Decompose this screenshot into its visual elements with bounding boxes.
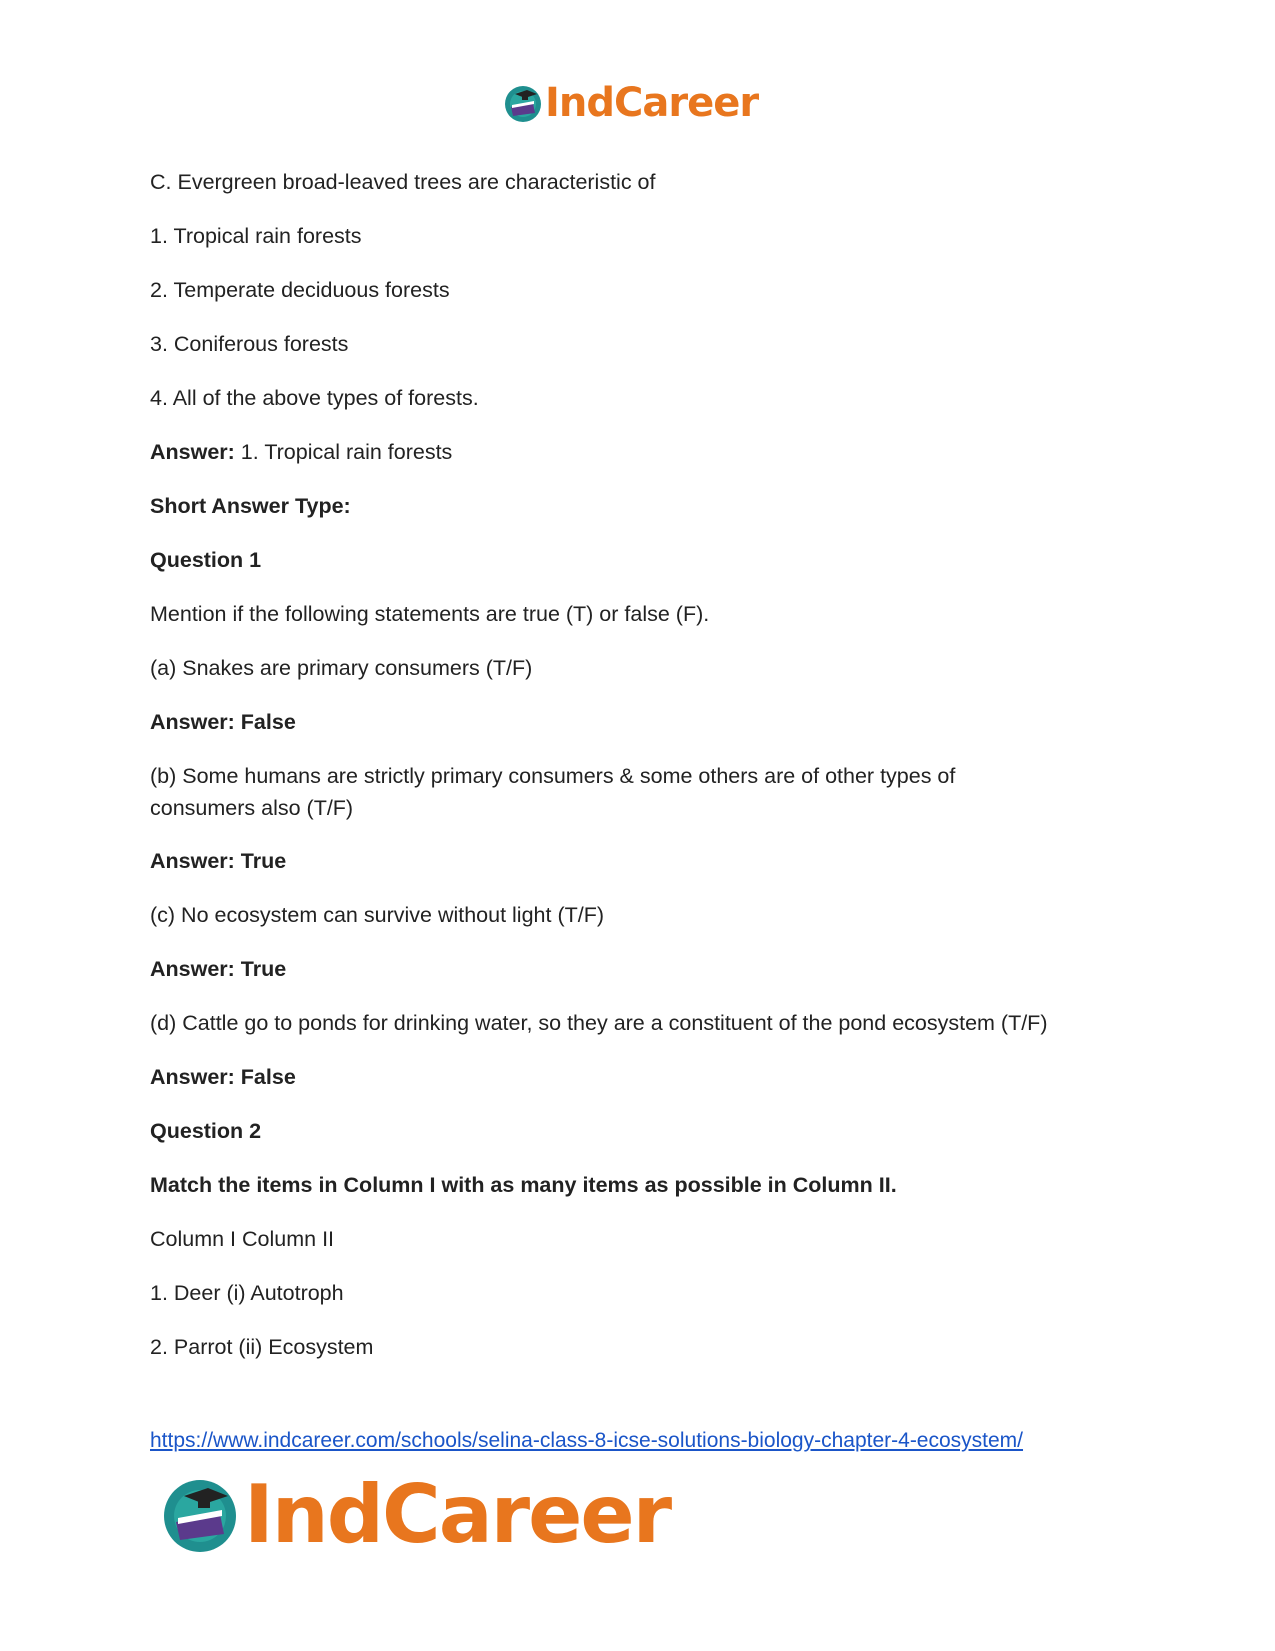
statement-c: (c) No ecosystem can survive without light (T/F) bbox=[150, 903, 605, 927]
question-1-heading: Question 1 bbox=[150, 548, 262, 572]
option-2: 2. Temperate deciduous forests bbox=[150, 278, 450, 302]
answer-b: Answer: True bbox=[150, 849, 287, 873]
answer-c bbox=[150, 436, 452, 468]
globe-book-icon bbox=[160, 1474, 240, 1554]
answer-a: Answer: False bbox=[150, 710, 296, 734]
question-2-instruction: Match the items in Column I with as many items as possible in Column II. bbox=[150, 1173, 897, 1197]
option-4: 4. All of the above types of forests. bbox=[150, 386, 479, 410]
column-headers: Column I Column II bbox=[150, 1227, 335, 1251]
question-c-text: C. Evergreen broad-leaved trees are characteristic of bbox=[150, 170, 656, 194]
footer-logo bbox=[160, 1467, 671, 1561]
source-link[interactable]: https://www.indcareer.com/schools/selina-class-8-icse-solutions-biology-chapter-4-ecosystem/ bbox=[150, 1429, 1024, 1452]
answer-c-tf: Answer: True bbox=[150, 957, 287, 981]
statement-b: (b) Some humans are strictly primary consumers & some others are of other types of consumers also (T/F) bbox=[150, 764, 956, 820]
option-3: 3. Coniferous forests bbox=[150, 332, 349, 356]
logo-text: IndCareer bbox=[244, 1467, 671, 1561]
question-1-instruction: Mention if the following statements are true (T) or false (F). bbox=[150, 602, 710, 626]
answer-value: 1. Tropical rain forests bbox=[234, 440, 453, 464]
answer-d: Answer: False bbox=[150, 1065, 296, 1089]
answer-label: Answer: bbox=[150, 440, 235, 464]
option-1: 1. Tropical rain forests bbox=[150, 224, 362, 248]
statement-a: (a) Snakes are primary consumers (T/F) bbox=[150, 656, 533, 680]
globe-book-icon bbox=[503, 83, 543, 123]
header-logo bbox=[503, 80, 758, 126]
statement-d: (d) Cattle go to ponds for drinking water, so they are a constituent of the pond ecosystem (T/F) bbox=[150, 1011, 1048, 1035]
logo-text: IndCareer bbox=[545, 80, 759, 126]
match-row-2: 2. Parrot (ii) Ecosystem bbox=[150, 1335, 374, 1359]
question-2-heading: Question 2 bbox=[150, 1119, 262, 1143]
match-row-1: 1. Deer (i) Autotroph bbox=[150, 1281, 344, 1305]
section-heading: Short Answer Type: bbox=[150, 494, 351, 518]
